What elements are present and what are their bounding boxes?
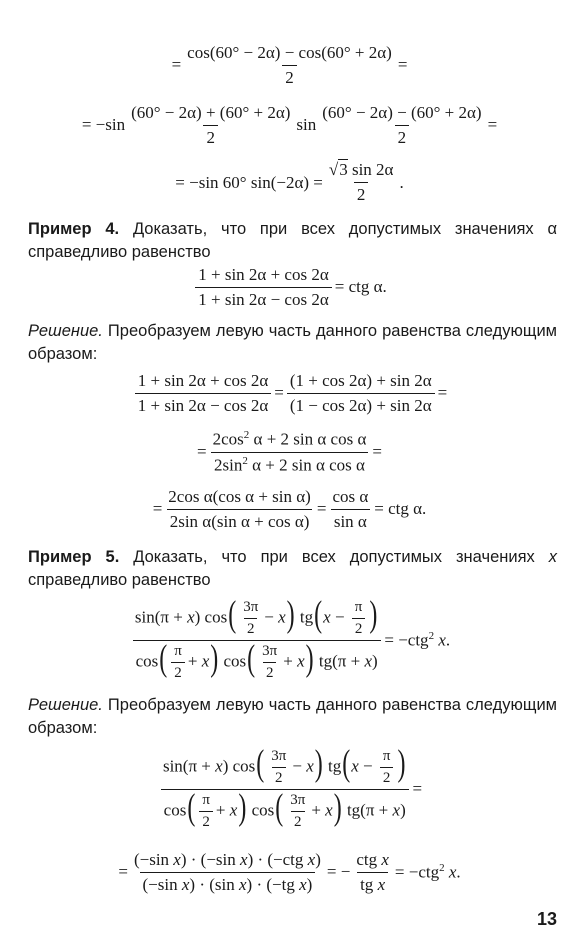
example-5-statement — [28, 546, 557, 592]
solution-5-label: Решение. — [28, 696, 103, 714]
example-5-text-after: справедливо равенство — [28, 571, 211, 589]
formula-line-4: $\frac{1 + \sin 2\alpha + \cos 2\alpha}{1 + \sin 2\alpha - \cos 2\alpha}$ = ctg α. — [20, 262, 559, 312]
example-5-label: Пример 5. — [28, 548, 120, 566]
solution-4-label: Решение. — [28, 322, 103, 340]
example-4-statement — [28, 218, 557, 264]
formula-line-7: = $\frac{\text{2cos α(cos α + sin α)}}{\text{2sin α(sin α + cos α)}}$ = $\frac{\text{cos α}}{\text{sin α}}$ = ctg α. — [152, 486, 427, 531]
example-4-text: Доказать, что при всех допустимых значениях α справедливо равенство — [28, 220, 558, 261]
formula-line-10: = $\frac{\text{(−sin x) · (−sin x) · (−ctg x)}}{\text{(−sin x) · (sin x) · (−tg x)}}$ = − $\frac{\text{ctg x}}{\text{tg x}}$ = −ctg$^2$ x. — [118, 849, 461, 894]
formula-line-8: sin(π + x) cos( $\frac{3\pi}{2}$ − x) tg(x − $\frac{\pi}{2}$ ) cos( $\frac{\pi}{2}$ + x) cos( $\frac{3\pi}{2}$ + x) tg(π + x) = −ctg$^2$ x. — [20, 596, 559, 684]
example-5-var: x — [548, 548, 557, 566]
formula-line-1: = $\frac{\cos(60^\circ - 2\alpha) - \cos(60^\circ + 2\alpha)}{2}$ = — [171, 42, 408, 87]
solution-5-text: Преобразуем левую часть данного равенства следующим образом: — [28, 696, 557, 737]
page-number: 13 — [536, 909, 557, 929]
formula-line-3: = −sin 60° sin(−2α) = $\frac{√3 \sin 2\alpha}{2}$ . — [175, 160, 404, 204]
solution-5-statement — [28, 694, 557, 740]
example-5-text-before: Доказать, что при всех допустимых значениях — [119, 548, 549, 566]
solution-4-text: Преобразуем левую часть данного равенства следующим образом: — [28, 322, 557, 363]
formula-line-2: = −sin $\frac{(60^\circ - 2\alpha) + (60^\circ + 2\alpha)}{2}$ sin $\frac{(60^\circ - 2\alpha) - (60^\circ + 2\alpha)}{2}$ = — [81, 102, 498, 147]
solution-4-statement — [28, 320, 557, 366]
formula-line-9: sin(π + x) cos( $\frac{3\pi}{2}$ − x) tg(x − $\frac{\pi}{2}$ ) cos( $\frac{\pi}{2}$ + x) cos( $\frac{3\pi}{2}$ + x) tg(π + x) = — [20, 744, 559, 834]
example-4-label: Пример 4. — [28, 220, 120, 238]
formula-line-6: = $\frac{2\cos^2 \alpha + 2 \sin \alpha \cos \alpha}{2\sin^2 \alpha + 2 \sin \alpha \cos \alpha}$ = — [197, 428, 382, 475]
formula-line-5: $\frac{1 + \sin 2\alpha + \cos 2\alpha}{1 + \sin 2\alpha - \cos 2\alpha}$ = $\frac{(1 + \cos 2\alpha) + \sin 2\alpha}{(1 - \cos 2\alpha) + \sin 2\alpha}$ = — [20, 368, 559, 418]
